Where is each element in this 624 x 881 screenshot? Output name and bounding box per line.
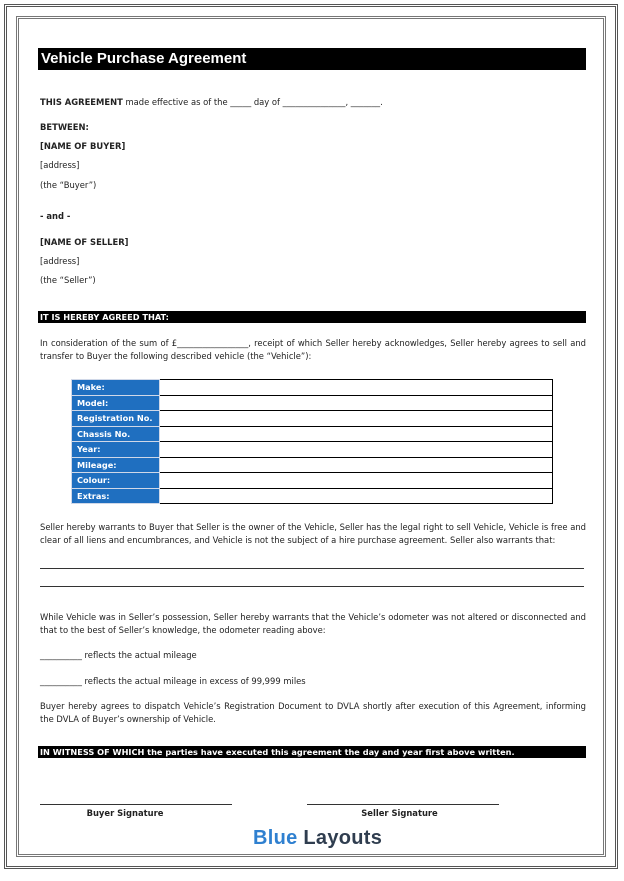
- intro-bold: THIS AGREEMENT: [40, 97, 123, 107]
- blank-line-2[interactable]: [40, 586, 584, 587]
- buyer-address: [address]: [40, 160, 80, 170]
- vehicle-field-value[interactable]: [160, 457, 553, 473]
- mileage-option-excess: __________ reflects the actual mileage in excess of 99,999 miles: [40, 676, 306, 686]
- seller-signature-label: Seller Signature: [361, 808, 438, 818]
- buyer-name: [NAME OF BUYER]: [40, 141, 126, 151]
- odometer-paragraph: While Vehicle was in Seller’s possession, Seller hereby warrants that the Vehicle’s odometer was not altered or disconnected and that to the best of Seller’s knowledge, the odometer reading above:: [40, 612, 586, 635]
- seller-signature-line[interactable]: [307, 804, 499, 805]
- buyer-signature-label: Buyer Signature: [86, 808, 164, 818]
- vehicle-table-row: [72, 442, 553, 458]
- agreed-heading: IT IS HEREBY AGREED THAT:: [38, 311, 586, 323]
- witness-bar: IN WITNESS OF WHICH the parties have executed this agreement the day and year first above written.: [38, 746, 586, 758]
- vehicle-field-label: Chassis No.: [72, 426, 160, 442]
- dvla-paragraph: Buyer hereby agrees to dispatch Vehicle’s Registration Document to DVLA shortly after execution of this Agreement, informing the DVLA of Buyer’s ownership of Vehicle.: [40, 701, 586, 724]
- consideration-paragraph: In consideration of the sum of £_________________, receipt of which Seller hereby acknowledges, Seller hereby agrees to sell and transfer to Buyer the following described vehicle (the “Vehicle”):: [40, 338, 586, 361]
- vehicle-field-label: Mileage:: [72, 457, 160, 473]
- buyer-signature-line[interactable]: [40, 804, 232, 805]
- vehicle-field-value[interactable]: [160, 411, 553, 427]
- vehicle-field-label: Extras:: [72, 488, 160, 504]
- vehicle-field-value[interactable]: [160, 395, 553, 411]
- between-label: BETWEEN:: [40, 122, 89, 132]
- vehicle-table-row: [72, 395, 553, 411]
- logo-word-layouts: Layouts: [297, 827, 383, 849]
- vehicle-field-label: Registration No.: [72, 411, 160, 427]
- vehicle-table-row: [72, 426, 553, 442]
- vehicle-table-row: [72, 488, 553, 504]
- vehicle-table-row: [72, 457, 553, 473]
- vehicle-field-value[interactable]: [160, 380, 553, 396]
- vehicle-field-value[interactable]: [160, 473, 553, 489]
- vehicle-field-label: Colour:: [72, 473, 160, 489]
- mileage-option-actual: __________ reflects the actual mileage: [40, 650, 197, 660]
- vehicle-field-label: Model:: [72, 395, 160, 411]
- document-title: Vehicle Purchase Agreement: [38, 48, 586, 70]
- intro-line: [40, 97, 383, 107]
- seller-name: [NAME OF SELLER]: [40, 237, 129, 247]
- vehicle-field-label: Year:: [72, 442, 160, 458]
- vehicle-table-row: [72, 380, 553, 396]
- blue-layouts-logo: [253, 827, 382, 850]
- vehicle-details-table: [71, 379, 553, 504]
- vehicle-table-row: [72, 473, 553, 489]
- vehicle-field-value[interactable]: [160, 442, 553, 458]
- vehicle-field-value[interactable]: [160, 488, 553, 504]
- warranty-paragraph: Seller hereby warrants to Buyer that Seller is the owner of the Vehicle, Seller has the legal right to sell Vehicle, Vehicle is free and clear of all liens and encumbrances, and Vehicle is not the subject of a hire purchase agreement. Seller also warrants that:: [40, 522, 586, 545]
- and-separator: - and -: [40, 211, 71, 221]
- vehicle-field-label: Make:: [72, 380, 160, 396]
- vehicle-field-value[interactable]: [160, 426, 553, 442]
- blank-line-1[interactable]: [40, 568, 584, 569]
- seller-address: [address]: [40, 256, 80, 266]
- buyer-alias: (the “Buyer”): [40, 180, 97, 190]
- intro-rest: made effective as of the _____ day of _______________, _______.: [122, 97, 383, 107]
- seller-alias: (the “Seller”): [40, 275, 96, 285]
- vehicle-table-row: [72, 411, 553, 427]
- logo-word-blue: Blue: [253, 827, 298, 849]
